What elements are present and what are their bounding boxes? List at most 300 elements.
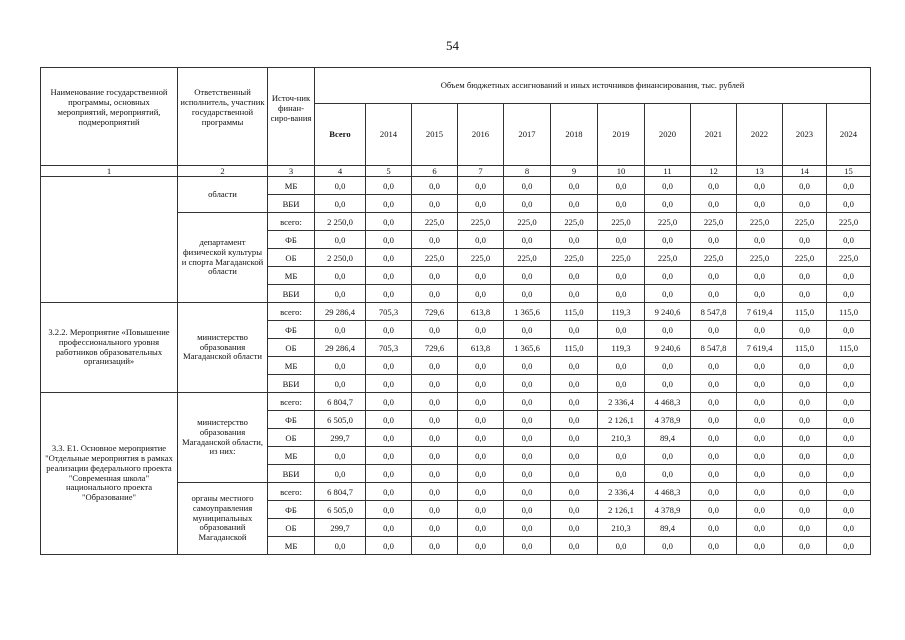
column-number: 5 [366, 166, 412, 177]
year-value-cell: 613,8 [458, 339, 504, 357]
year-value-cell: 0,0 [412, 483, 458, 501]
year-value-cell: 0,0 [504, 411, 551, 429]
year-value-cell: 0,0 [458, 519, 504, 537]
year-value-cell: 0,0 [504, 501, 551, 519]
year-value-cell: 0,0 [827, 231, 871, 249]
year-value-cell: 0,0 [737, 411, 783, 429]
year-value-cell: 0,0 [551, 375, 598, 393]
total-cell: 2 250,0 [315, 213, 366, 231]
year-value-cell: 0,0 [737, 519, 783, 537]
header-year: 2014 [366, 104, 412, 166]
year-value-cell: 0,0 [504, 465, 551, 483]
year-value-cell: 0,0 [598, 231, 645, 249]
source-cell: всего: [268, 393, 315, 411]
source-cell: ФБ [268, 321, 315, 339]
year-value-cell: 0,0 [783, 519, 827, 537]
year-value-cell: 0,0 [783, 321, 827, 339]
year-value-cell: 225,0 [645, 249, 691, 267]
year-value-cell: 0,0 [827, 429, 871, 447]
year-value-cell: 0,0 [737, 465, 783, 483]
year-value-cell: 705,3 [366, 339, 412, 357]
responsible-cell: департамент физической культуры и спорта Магаданской области [178, 213, 268, 303]
year-value-cell: 0,0 [504, 447, 551, 465]
column-number: 13 [737, 166, 783, 177]
year-value-cell: 0,0 [551, 519, 598, 537]
year-value-cell: 0,0 [366, 249, 412, 267]
source-cell: ОБ [268, 339, 315, 357]
year-value-cell: 225,0 [412, 213, 458, 231]
header-year: 2017 [504, 104, 551, 166]
year-value-cell: 0,0 [783, 501, 827, 519]
year-value-cell: 0,0 [366, 213, 412, 231]
column-number: 12 [691, 166, 737, 177]
table-row [41, 393, 871, 411]
year-value-cell: 0,0 [366, 231, 412, 249]
budget-table-wrapper [40, 67, 870, 555]
year-value-cell: 0,0 [783, 465, 827, 483]
year-value-cell: 0,0 [737, 501, 783, 519]
total-cell: 299,7 [315, 519, 366, 537]
year-value-cell: 0,0 [504, 285, 551, 303]
year-value-cell: 0,0 [412, 321, 458, 339]
column-number: 14 [783, 166, 827, 177]
year-value-cell: 0,0 [551, 357, 598, 375]
year-value-cell: 0,0 [412, 429, 458, 447]
responsible-cell: министерство образования Магаданской области [178, 303, 268, 393]
year-value-cell: 225,0 [827, 213, 871, 231]
header-year: 2023 [783, 104, 827, 166]
total-cell: 0,0 [315, 177, 366, 195]
year-value-cell: 0,0 [551, 285, 598, 303]
year-value-cell: 7 619,4 [737, 339, 783, 357]
year-value-cell: 0,0 [645, 357, 691, 375]
source-cell: МБ [268, 357, 315, 375]
year-value-cell: 0,0 [827, 195, 871, 213]
year-value-cell: 0,0 [412, 357, 458, 375]
year-value-cell: 225,0 [783, 249, 827, 267]
year-value-cell: 0,0 [737, 321, 783, 339]
year-value-cell: 0,0 [691, 483, 737, 501]
year-value-cell: 4 378,9 [645, 501, 691, 519]
year-value-cell: 0,0 [691, 267, 737, 285]
year-value-cell: 0,0 [551, 267, 598, 285]
year-value-cell: 115,0 [783, 303, 827, 321]
year-value-cell: 9 240,6 [645, 303, 691, 321]
year-value-cell: 0,0 [737, 537, 783, 555]
year-value-cell: 0,0 [504, 429, 551, 447]
total-cell: 0,0 [315, 357, 366, 375]
year-value-cell: 0,0 [551, 483, 598, 501]
header-responsible: Ответственный исполнитель, участник государственной программы [178, 68, 268, 166]
source-cell: ФБ [268, 411, 315, 429]
year-value-cell: 705,3 [366, 303, 412, 321]
year-value-cell: 0,0 [458, 501, 504, 519]
year-value-cell: 2 336,4 [598, 393, 645, 411]
year-value-cell: 0,0 [737, 267, 783, 285]
year-value-cell: 1 365,6 [504, 303, 551, 321]
year-value-cell: 0,0 [412, 393, 458, 411]
year-value-cell: 0,0 [827, 501, 871, 519]
year-value-cell: 0,0 [827, 357, 871, 375]
column-number: 15 [827, 166, 871, 177]
year-value-cell: 0,0 [504, 375, 551, 393]
year-value-cell: 115,0 [551, 339, 598, 357]
year-value-cell: 0,0 [458, 465, 504, 483]
year-value-cell: 0,0 [691, 447, 737, 465]
year-value-cell: 0,0 [827, 537, 871, 555]
source-cell: ФБ [268, 231, 315, 249]
year-value-cell: 225,0 [458, 213, 504, 231]
year-value-cell: 0,0 [551, 231, 598, 249]
year-value-cell: 0,0 [691, 465, 737, 483]
year-value-cell: 0,0 [598, 537, 645, 555]
year-value-cell: 0,0 [827, 465, 871, 483]
year-value-cell: 0,0 [412, 537, 458, 555]
year-value-cell: 0,0 [827, 519, 871, 537]
year-value-cell: 89,4 [645, 429, 691, 447]
year-value-cell: 0,0 [598, 285, 645, 303]
header-source: Источ-ник финан-сиро-вания [268, 68, 315, 166]
year-value-cell: 0,0 [366, 375, 412, 393]
year-value-cell: 0,0 [458, 483, 504, 501]
year-value-cell: 225,0 [504, 249, 551, 267]
column-number: 11 [645, 166, 691, 177]
total-cell: 0,0 [315, 447, 366, 465]
source-cell: всего: [268, 213, 315, 231]
year-value-cell: 0,0 [458, 285, 504, 303]
year-value-cell: 0,0 [737, 429, 783, 447]
year-value-cell: 7 619,4 [737, 303, 783, 321]
column-number: 7 [458, 166, 504, 177]
year-value-cell: 0,0 [737, 231, 783, 249]
year-value-cell: 0,0 [737, 375, 783, 393]
year-value-cell: 0,0 [458, 321, 504, 339]
year-value-cell: 225,0 [412, 249, 458, 267]
year-value-cell: 0,0 [366, 465, 412, 483]
year-value-cell: 0,0 [691, 177, 737, 195]
year-value-cell: 2 126,1 [598, 411, 645, 429]
year-value-cell: 0,0 [551, 465, 598, 483]
year-value-cell: 0,0 [737, 357, 783, 375]
source-cell: МБ [268, 447, 315, 465]
year-value-cell: 0,0 [691, 375, 737, 393]
header-year: 2015 [412, 104, 458, 166]
year-value-cell: 225,0 [551, 213, 598, 231]
year-value-cell: 0,0 [366, 519, 412, 537]
year-value-cell: 115,0 [783, 339, 827, 357]
year-value-cell: 0,0 [737, 447, 783, 465]
year-value-cell: 225,0 [737, 213, 783, 231]
source-cell: ВБИ [268, 195, 315, 213]
source-cell: всего: [268, 303, 315, 321]
year-value-cell: 0,0 [366, 357, 412, 375]
year-value-cell: 0,0 [645, 195, 691, 213]
total-cell: 6 804,7 [315, 483, 366, 501]
year-value-cell: 729,6 [412, 339, 458, 357]
year-value-cell: 0,0 [691, 321, 737, 339]
year-value-cell: 0,0 [691, 285, 737, 303]
header-year: 2022 [737, 104, 783, 166]
year-value-cell: 2 336,4 [598, 483, 645, 501]
year-value-cell: 0,0 [504, 267, 551, 285]
year-value-cell: 0,0 [783, 267, 827, 285]
year-value-cell: 0,0 [783, 537, 827, 555]
year-value-cell: 0,0 [366, 267, 412, 285]
page-number: 54 [446, 38, 459, 53]
year-value-cell: 1 365,6 [504, 339, 551, 357]
year-value-cell: 4 378,9 [645, 411, 691, 429]
year-value-cell: 210,3 [598, 429, 645, 447]
year-value-cell: 613,8 [458, 303, 504, 321]
year-value-cell: 0,0 [645, 447, 691, 465]
year-value-cell: 0,0 [504, 537, 551, 555]
year-value-cell: 0,0 [827, 483, 871, 501]
year-value-cell: 0,0 [691, 393, 737, 411]
year-value-cell: 0,0 [504, 195, 551, 213]
total-cell: 2 250,0 [315, 249, 366, 267]
year-value-cell: 0,0 [366, 447, 412, 465]
header-year: 2020 [645, 104, 691, 166]
source-cell: ОБ [268, 519, 315, 537]
year-value-cell: 0,0 [783, 231, 827, 249]
year-value-cell: 0,0 [412, 195, 458, 213]
year-value-cell: 0,0 [645, 285, 691, 303]
year-value-cell: 0,0 [551, 393, 598, 411]
year-value-cell: 0,0 [598, 357, 645, 375]
year-value-cell: 0,0 [691, 195, 737, 213]
year-value-cell: 0,0 [737, 177, 783, 195]
year-value-cell: 0,0 [783, 429, 827, 447]
year-value-cell: 0,0 [412, 501, 458, 519]
year-value-cell: 0,0 [645, 537, 691, 555]
year-value-cell: 0,0 [504, 177, 551, 195]
column-number: 8 [504, 166, 551, 177]
year-value-cell: 9 240,6 [645, 339, 691, 357]
column-number: 10 [598, 166, 645, 177]
year-value-cell: 0,0 [458, 411, 504, 429]
year-value-cell: 0,0 [645, 465, 691, 483]
column-number: 4 [315, 166, 366, 177]
source-cell: ОБ [268, 429, 315, 447]
total-cell: 6 505,0 [315, 501, 366, 519]
year-value-cell: 225,0 [737, 249, 783, 267]
year-value-cell: 0,0 [598, 447, 645, 465]
year-value-cell: 0,0 [598, 267, 645, 285]
year-value-cell: 0,0 [504, 321, 551, 339]
year-value-cell: 225,0 [827, 249, 871, 267]
total-cell: 0,0 [315, 537, 366, 555]
year-value-cell: 0,0 [691, 429, 737, 447]
year-value-cell: 0,0 [691, 231, 737, 249]
year-value-cell: 0,0 [458, 267, 504, 285]
year-value-cell: 0,0 [412, 177, 458, 195]
year-value-cell: 0,0 [598, 195, 645, 213]
year-value-cell: 0,0 [827, 285, 871, 303]
header-name: Наименование государственной программы, основных мероприятий, мероприятий, подмероприятий [41, 68, 178, 166]
year-value-cell: 0,0 [645, 231, 691, 249]
year-value-cell: 0,0 [551, 195, 598, 213]
year-value-cell: 0,0 [366, 285, 412, 303]
year-value-cell: 0,0 [366, 501, 412, 519]
year-value-cell: 0,0 [783, 285, 827, 303]
table-row [41, 303, 871, 321]
column-number: 9 [551, 166, 598, 177]
year-value-cell: 0,0 [412, 231, 458, 249]
header-year: 2024 [827, 104, 871, 166]
year-value-cell: 0,0 [827, 321, 871, 339]
year-value-cell: 0,0 [366, 195, 412, 213]
year-value-cell: 0,0 [783, 357, 827, 375]
program-name-cell [41, 177, 178, 303]
header-total: Всего [315, 104, 366, 166]
year-value-cell: 0,0 [598, 375, 645, 393]
total-cell: 6 804,7 [315, 393, 366, 411]
source-cell: всего: [268, 483, 315, 501]
source-cell: ФБ [268, 501, 315, 519]
year-value-cell: 0,0 [366, 177, 412, 195]
column-number: 2 [178, 166, 268, 177]
table-row [41, 177, 871, 195]
total-cell: 0,0 [315, 285, 366, 303]
year-value-cell: 0,0 [827, 177, 871, 195]
year-value-cell: 0,0 [412, 411, 458, 429]
source-cell: ВБИ [268, 375, 315, 393]
year-value-cell: 115,0 [827, 303, 871, 321]
year-value-cell: 0,0 [366, 411, 412, 429]
year-value-cell: 0,0 [458, 537, 504, 555]
year-value-cell: 0,0 [827, 447, 871, 465]
column-number: 3 [268, 166, 315, 177]
year-value-cell: 0,0 [645, 177, 691, 195]
header-year: 2021 [691, 104, 737, 166]
year-value-cell: 0,0 [412, 267, 458, 285]
total-cell: 6 505,0 [315, 411, 366, 429]
column-number: 6 [412, 166, 458, 177]
year-value-cell: 0,0 [458, 393, 504, 411]
year-value-cell: 0,0 [366, 483, 412, 501]
year-value-cell: 0,0 [691, 501, 737, 519]
year-value-cell: 0,0 [691, 519, 737, 537]
year-value-cell: 0,0 [504, 483, 551, 501]
total-cell: 0,0 [315, 231, 366, 249]
total-cell: 299,7 [315, 429, 366, 447]
year-value-cell: 0,0 [737, 195, 783, 213]
source-cell: ВБИ [268, 465, 315, 483]
total-cell: 0,0 [315, 195, 366, 213]
year-value-cell: 0,0 [366, 429, 412, 447]
year-value-cell: 0,0 [827, 267, 871, 285]
year-value-cell: 0,0 [551, 177, 598, 195]
header-year: 2016 [458, 104, 504, 166]
year-value-cell: 0,0 [458, 177, 504, 195]
year-value-cell: 119,3 [598, 339, 645, 357]
year-value-cell: 0,0 [458, 429, 504, 447]
year-value-cell: 0,0 [458, 375, 504, 393]
total-cell: 0,0 [315, 321, 366, 339]
year-value-cell: 0,0 [366, 537, 412, 555]
year-value-cell: 0,0 [598, 465, 645, 483]
responsible-cell: области [178, 177, 268, 213]
year-value-cell: 210,3 [598, 519, 645, 537]
year-value-cell: 0,0 [551, 501, 598, 519]
program-name-cell: 3.3. Е1. Основное мероприятие "Отдельные мероприятия в рамках реализации федерального проекта "Современная школа" национального проекта "Образование" [41, 393, 178, 555]
responsible-cell: министерство образования Магаданской области, из них: [178, 393, 268, 483]
year-value-cell: 4 468,3 [645, 393, 691, 411]
total-cell: 29 286,4 [315, 303, 366, 321]
year-value-cell: 0,0 [412, 465, 458, 483]
year-value-cell: 0,0 [412, 519, 458, 537]
year-value-cell: 0,0 [551, 321, 598, 339]
year-value-cell: 0,0 [458, 447, 504, 465]
year-value-cell: 8 547,8 [691, 303, 737, 321]
year-value-cell: 0,0 [645, 267, 691, 285]
year-value-cell: 0,0 [645, 375, 691, 393]
year-value-cell: 0,0 [598, 177, 645, 195]
year-value-cell: 0,0 [551, 429, 598, 447]
year-value-cell: 89,4 [645, 519, 691, 537]
source-cell: МБ [268, 267, 315, 285]
year-value-cell: 0,0 [504, 393, 551, 411]
year-value-cell: 0,0 [737, 285, 783, 303]
year-value-cell: 0,0 [458, 231, 504, 249]
year-value-cell: 225,0 [504, 213, 551, 231]
year-value-cell: 0,0 [598, 321, 645, 339]
year-value-cell: 0,0 [504, 519, 551, 537]
year-value-cell: 0,0 [366, 321, 412, 339]
header-year: 2019 [598, 104, 645, 166]
total-cell: 0,0 [315, 267, 366, 285]
year-value-cell: 225,0 [645, 213, 691, 231]
year-value-cell: 0,0 [783, 393, 827, 411]
year-value-cell: 0,0 [691, 357, 737, 375]
year-value-cell: 119,3 [598, 303, 645, 321]
year-value-cell: 0,0 [366, 393, 412, 411]
year-value-cell: 0,0 [737, 483, 783, 501]
year-value-cell: 225,0 [783, 213, 827, 231]
year-value-cell: 115,0 [827, 339, 871, 357]
total-cell: 0,0 [315, 465, 366, 483]
header-year: 2018 [551, 104, 598, 166]
year-value-cell: 0,0 [783, 483, 827, 501]
responsible-cell: органы местного самоуправления муниципальных образований Магаданской [178, 483, 268, 555]
year-value-cell: 0,0 [412, 375, 458, 393]
year-value-cell: 225,0 [691, 213, 737, 231]
year-value-cell: 225,0 [458, 249, 504, 267]
total-cell: 29 286,4 [315, 339, 366, 357]
year-value-cell: 2 126,1 [598, 501, 645, 519]
column-number: 1 [41, 166, 178, 177]
year-value-cell: 0,0 [783, 411, 827, 429]
year-value-cell: 0,0 [783, 177, 827, 195]
year-value-cell: 0,0 [737, 393, 783, 411]
year-value-cell: 0,0 [783, 195, 827, 213]
year-value-cell: 0,0 [827, 375, 871, 393]
year-value-cell: 8 547,8 [691, 339, 737, 357]
year-value-cell: 225,0 [551, 249, 598, 267]
year-value-cell: 0,0 [691, 411, 737, 429]
year-value-cell: 729,6 [412, 303, 458, 321]
year-value-cell: 0,0 [551, 447, 598, 465]
year-value-cell: 0,0 [412, 285, 458, 303]
source-cell: ОБ [268, 249, 315, 267]
year-value-cell: 0,0 [504, 231, 551, 249]
year-value-cell: 0,0 [783, 447, 827, 465]
year-value-cell: 0,0 [412, 447, 458, 465]
year-value-cell: 0,0 [645, 321, 691, 339]
year-value-cell: 0,0 [783, 375, 827, 393]
year-value-cell: 115,0 [551, 303, 598, 321]
total-cell: 0,0 [315, 375, 366, 393]
